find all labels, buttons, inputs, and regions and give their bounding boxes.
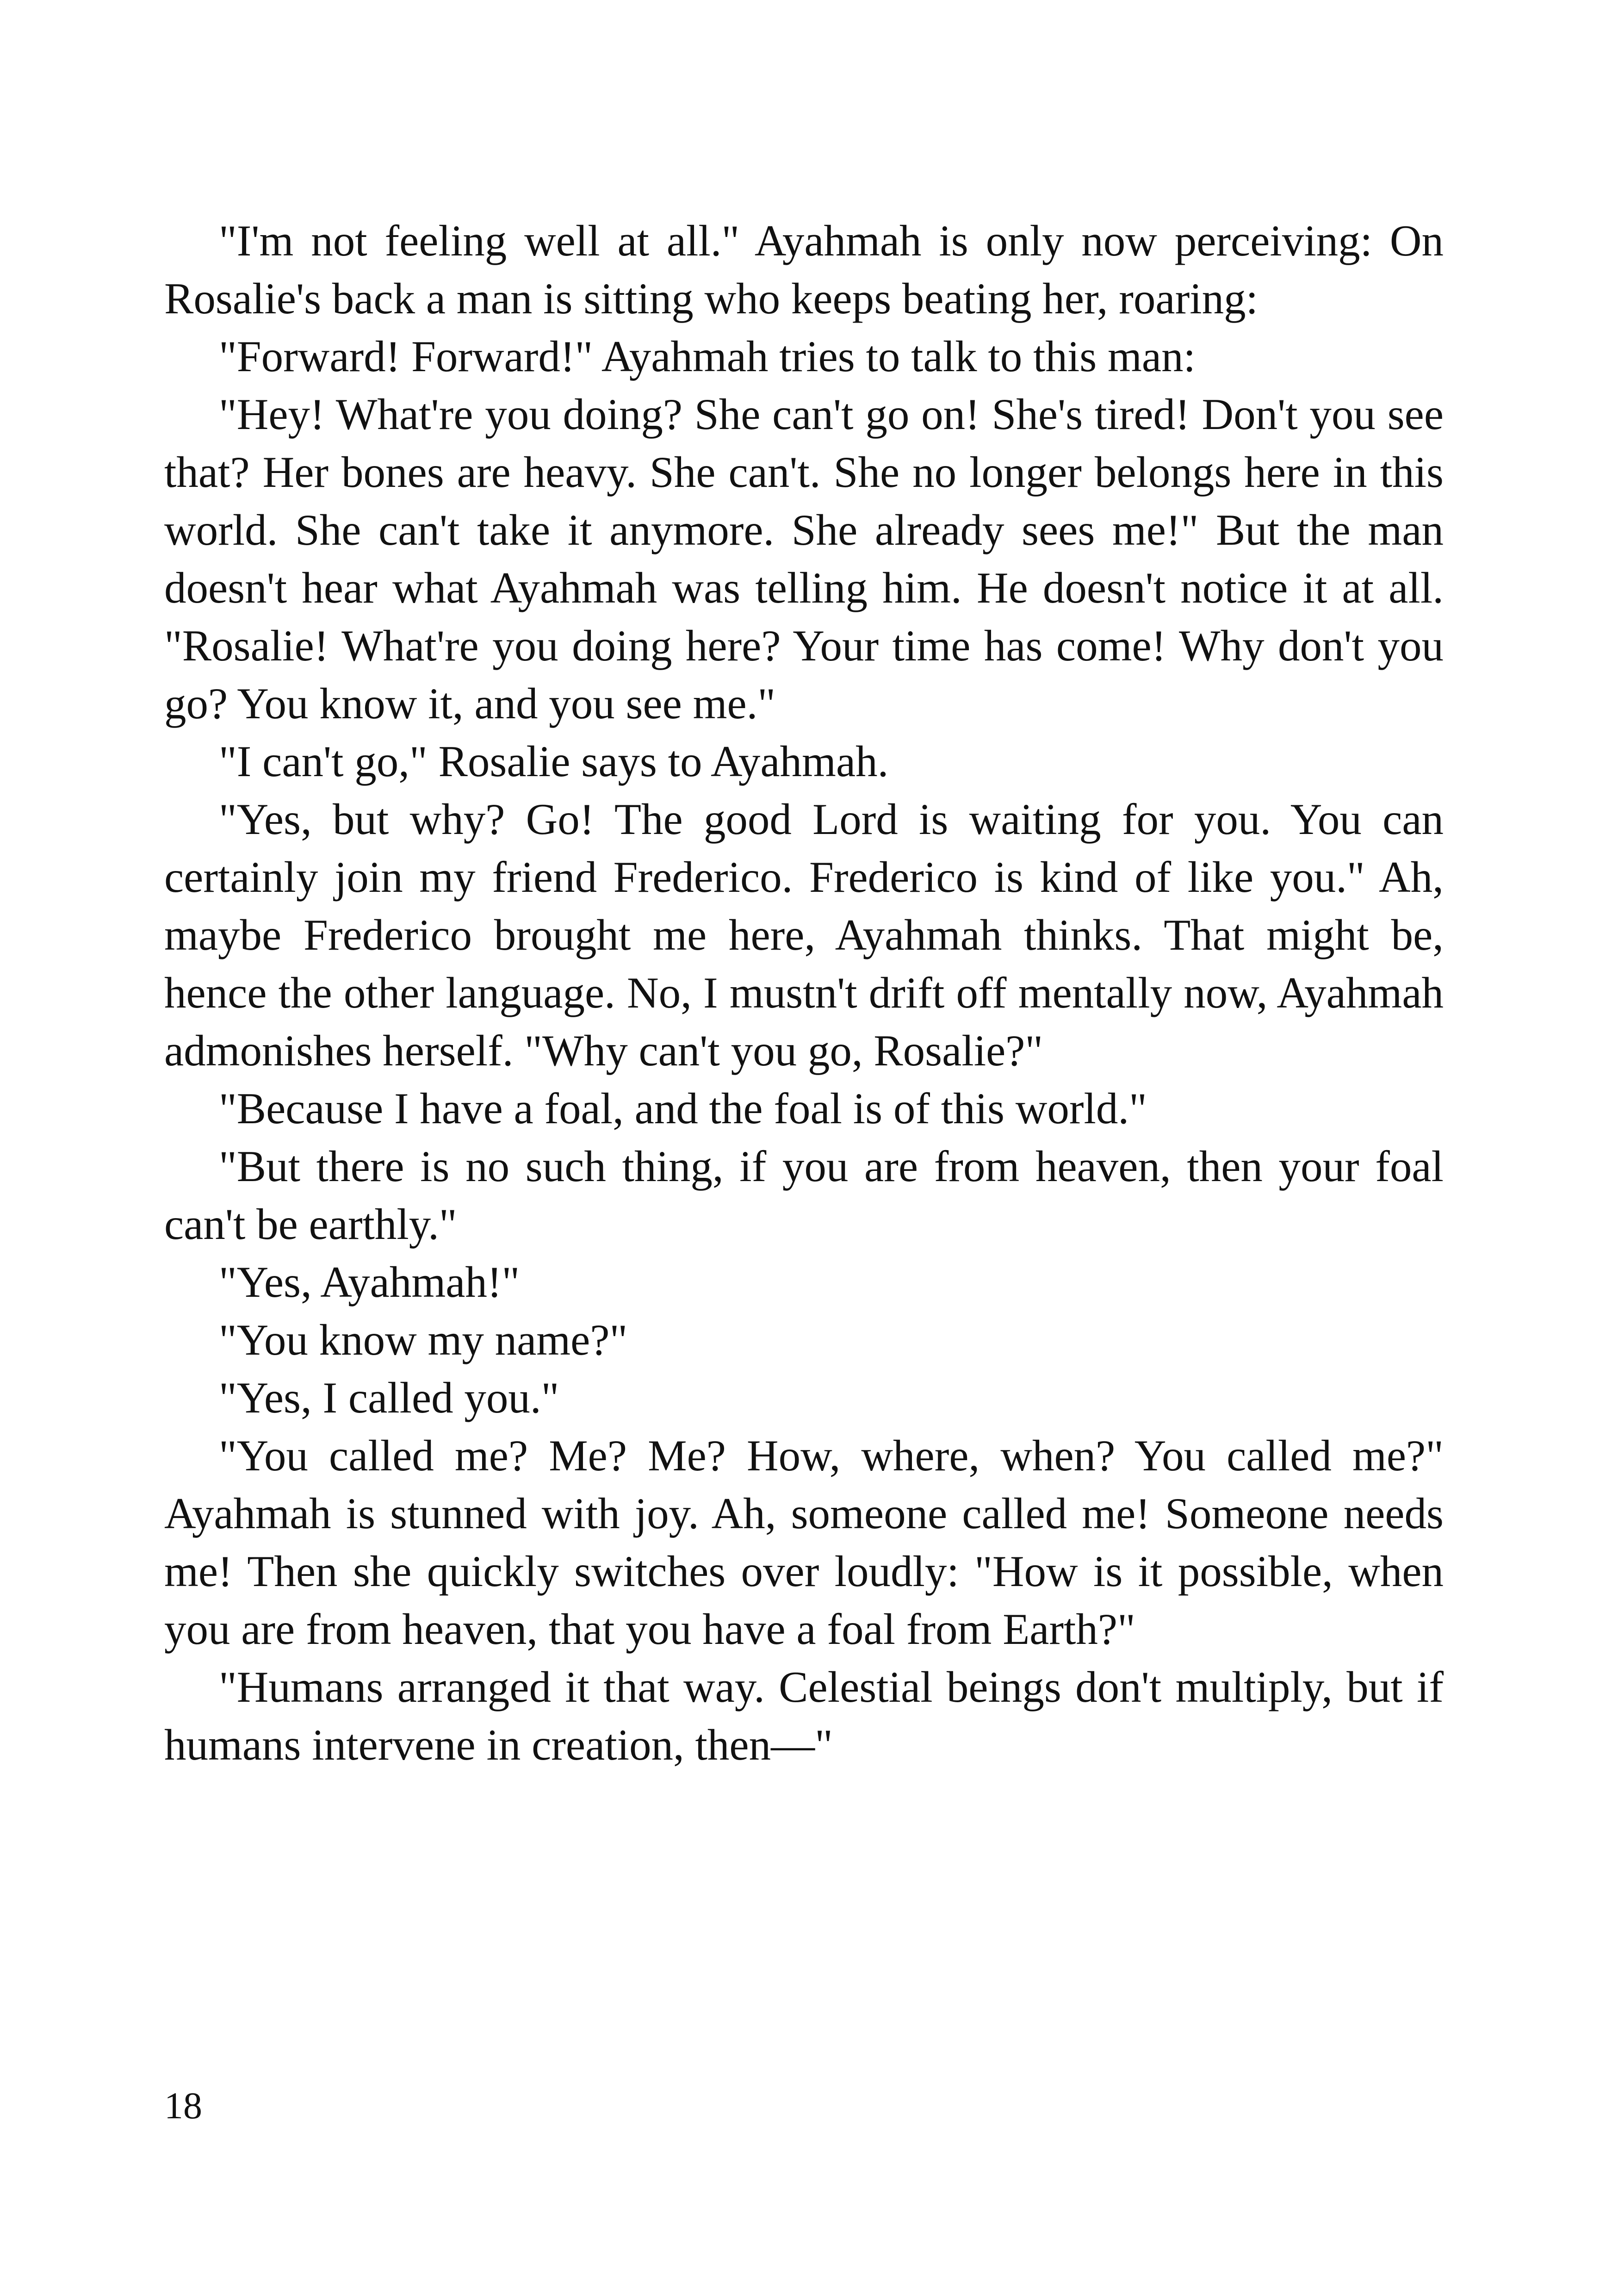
paragraph: "Forward! Forward!" Ayahmah tries to talk to this man:	[219, 332, 1196, 381]
paragraph: "Yes, but why? Go! The good Lord is waiting for you. You can certainly join my friend Frederico. Frederico is kind of like you." Ah, maybe Frederico brought me here, Ayahmah thinks. That might be, hence the other language. No, I mustn't drift off mentally now, Ayahmah admonishes herself. "Why can't you go, Rosalie?"	[164, 795, 1444, 1075]
page-number: 18	[164, 2084, 202, 2127]
body-text	[164, 212, 1444, 1774]
paragraph: "But there is no such thing, if you are from heaven, then your foal can't be earthly."	[164, 1142, 1444, 1249]
paragraph: "You know my name?"	[219, 1315, 628, 1364]
paragraph: "Humans arranged it that way. Celestial beings don't multiply, but if humans intervene in creation, then—"	[164, 1662, 1444, 1769]
paragraph: "I can't go," Rosalie says to Ayahmah.	[219, 737, 889, 786]
paragraph: "You called me? Me? Me? How, where, when? You called me?" Ayahmah is stunned with joy. Ah, someone called me! Someone needs me! Then she quickly switches over loudly: "How is it possible, when you are from heaven, that you have a foal from Earth?"	[164, 1431, 1444, 1654]
paragraph: "Because I have a foal, and the foal is of this world."	[219, 1084, 1147, 1133]
paragraph: "Yes, Ayahmah!"	[219, 1257, 520, 1307]
paragraph: "Hey! What're you doing? She can't go on! She's tired! Don't you see that? Her bones are heavy. She can't. She no longer belongs here in this world. She can't take it anymore. She already sees me!" But the man doesn't hear what Ayahmah was telling him. He doesn't notice it at all. "Rosalie! What're you doing here? Your time has come! Why don't you go? You know it, and you see me."	[164, 390, 1444, 728]
paragraph: "Yes, I called you."	[219, 1373, 559, 1422]
paragraph: "I'm not feeling well at all." Ayahmah is only now perceiving: On Rosalie's back a man is sitting who keeps beating her, roaring:	[164, 216, 1444, 323]
